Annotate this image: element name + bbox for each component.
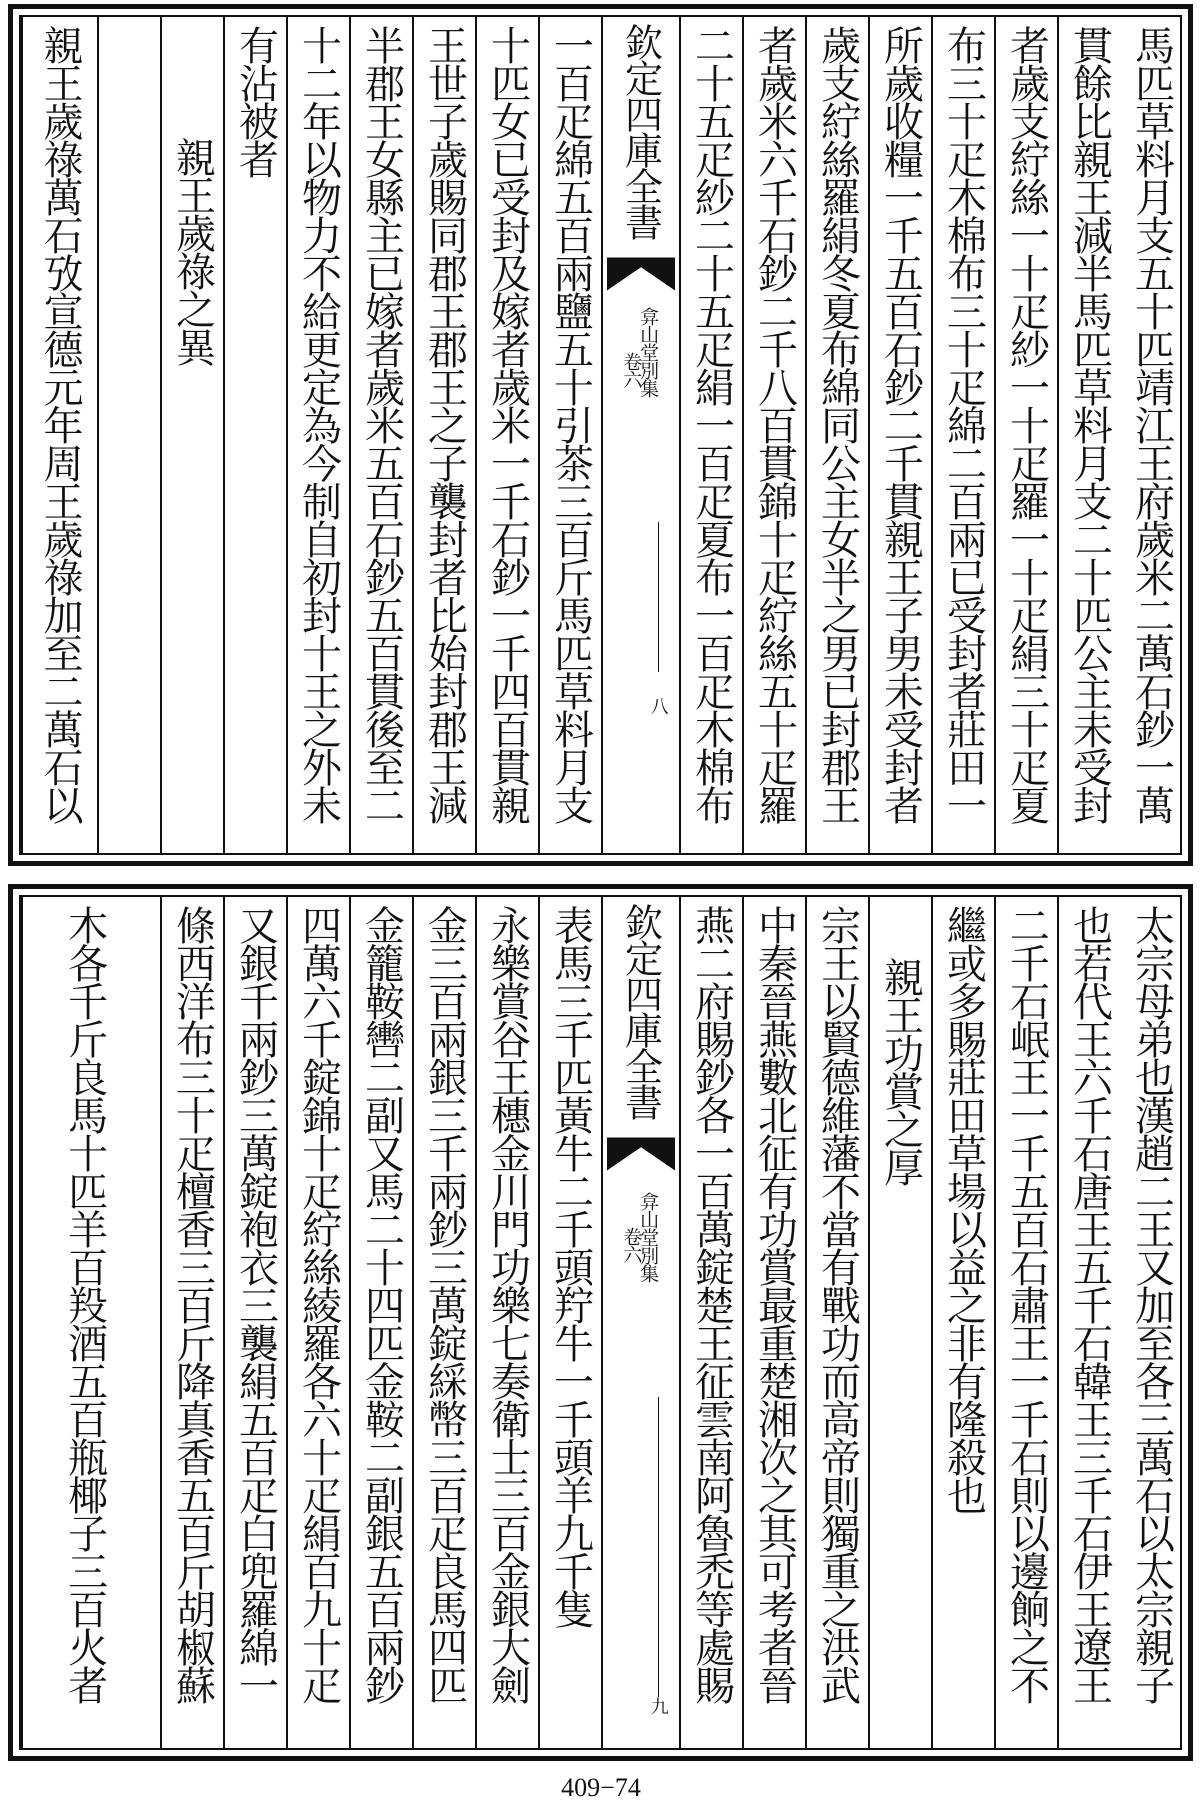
fishtail-mark-icon (607, 257, 675, 291)
text-column-15 (160, 897, 223, 1748)
text-column-10 (475, 17, 538, 853)
column-text: 王世子歲賜同郡王郡王之子襲封者比始封郡王減 (421, 25, 468, 823)
page-number-footer: 409−74 (561, 1773, 641, 1802)
column-text: 二十五疋紗二十五疋絹一百疋夏布一百疋木棉布 (688, 25, 735, 823)
column-text: 表馬三千匹黃牛二千頭羜牛一千頭羊九千隻 (547, 905, 594, 1627)
text-column-14 (223, 17, 286, 853)
text-column-13 (286, 17, 349, 853)
column-text: 木各千斤良馬十匹羊百羖酒五百瓶椰子三百火者 (61, 905, 108, 1703)
text-column-7 (742, 17, 805, 853)
text-column-13 (286, 897, 349, 1748)
text-column-6 (805, 17, 868, 853)
text-column-16 (21, 17, 97, 853)
column-text: 馬匹草料月支五十匹靖江王府歲米二萬石鈔一萬 (1128, 25, 1175, 823)
column-text: 又銀千兩鈔三萬錠袍衣三襲絹五百疋白兜羅綿一 (232, 905, 279, 1703)
text-column-1 (1120, 17, 1183, 853)
leaf-number: 九 (647, 1697, 669, 1715)
column-text: 親王歲祿萬石攷宣德元年周王歲祿加至二萬石以 (37, 25, 83, 823)
text-column-1 (1120, 897, 1183, 1748)
text-column-2 (1057, 897, 1120, 1748)
volume-label: 卷六 (620, 1227, 643, 1263)
column-text: 十匹女已受封及嫁者歲米一千石鈔一千四百貫親 (484, 25, 531, 823)
column-text: 永樂賞谷王橞金川門功樂七奏衛士三百金銀大劍 (484, 905, 531, 1703)
section-heading-column (868, 897, 931, 1748)
empty-column (97, 17, 160, 853)
bottom-page-frame (19, 895, 1182, 1750)
section-heading: 親王歲祿之異 (169, 137, 216, 365)
text-column-9 (538, 897, 601, 1748)
section-heading-column (160, 17, 223, 853)
fishtail-mark-icon (607, 1137, 675, 1171)
text-column-8 (679, 17, 742, 853)
column-text: 二千石岷王一千五百石肅王一千石則以邊餉之不 (1003, 905, 1050, 1703)
column-text: 十二年以物力不給更定為今制自初封十王之外未 (295, 25, 342, 823)
text-column-3 (994, 17, 1057, 853)
text-column-3 (994, 897, 1057, 1748)
top-page-frame (19, 15, 1182, 855)
column-text: 所歲收糧一千五百石鈔二千貫親王子男未受封者 (877, 25, 924, 823)
book-title: 弇山堂別集 (637, 1192, 660, 1282)
section-heading: 親王功賞之厚 (877, 957, 924, 1185)
column-text: 宗王以賢德維藩不當有戰功而高帝則獨重之洪武 (814, 905, 861, 1703)
text-column-5 (868, 17, 931, 853)
column-text: 條西洋布三十疋檀香三百斤降真香五百斤胡椒蘇 (169, 905, 216, 1703)
column-text: 者歲支紵絲一十疋紗一十疋羅一十疋絹三十疋夏 (1003, 25, 1050, 823)
book-title: 弇山堂別集 (637, 307, 660, 397)
column-text: 金三百兩銀三千兩鈔三萬錠綵幣三百疋良馬四匹 (421, 905, 468, 1703)
book-series-title: 欽定四庫全書 (618, 23, 663, 239)
column-text: 金籠鞍轡二副又馬二十四匹金鞍二副銀五百兩鈔 (358, 905, 405, 1703)
book-series-title: 欽定四庫全書 (618, 903, 663, 1119)
text-column-14 (223, 897, 286, 1748)
text-column-9 (538, 17, 601, 853)
column-text: 布三十疋木棉布三十疋綿二百兩已受封者莊田一 (940, 25, 987, 823)
volume-label: 卷六 (620, 352, 643, 388)
leaf-number: 八 (647, 697, 669, 715)
column-text: 貫餘比親王減半馬匹草料月支二十匹公主未受封 (1066, 25, 1113, 823)
text-column-4 (931, 897, 994, 1748)
text-column-2 (1057, 17, 1120, 853)
text-column-11 (412, 17, 475, 853)
text-column-12 (349, 897, 412, 1748)
text-column-16 (21, 897, 160, 1748)
column-text: 一百疋綿五百兩鹽五十引茶三百斤馬匹草料月支 (547, 25, 594, 823)
column-text: 有沾被者 (232, 25, 279, 177)
column-text: 繼或多賜莊田草場以益之非有隆殺也 (940, 905, 987, 1513)
text-column-10 (475, 897, 538, 1748)
top-page-panel (8, 4, 1193, 866)
bottom-page-panel (8, 884, 1193, 1761)
text-column-12 (349, 17, 412, 853)
text-column-8 (679, 897, 742, 1748)
column-text: 太宗母弟也漢趙二王又加至各三萬石以太宗親子 (1128, 905, 1175, 1703)
column-text: 歲支紵絲羅絹冬夏布綿同公主女半之男已封郡王 (814, 25, 861, 823)
center-fold-strip (601, 17, 679, 853)
column-text: 者歲米六千石鈔二千八百貫錦十疋紵絲五十疋羅 (751, 25, 798, 823)
column-text: 四萬六千錠錦十疋紵絲綾羅各六十疋絹百九十疋 (295, 905, 342, 1703)
text-column-7 (742, 897, 805, 1748)
column-text: 燕二府賜鈔各一百萬錠楚王征雲南阿魯禿等處賜 (688, 905, 735, 1703)
text-column-6 (805, 897, 868, 1748)
column-text: 半郡王女縣主已嫁者歲米五百石鈔五百貫後至二 (358, 25, 405, 823)
page-rule (658, 1397, 659, 1697)
text-column-4 (931, 17, 994, 853)
column-text: 也若代王六千石唐王五千石韓王三千石伊王遼王 (1066, 905, 1113, 1703)
page-rule (658, 522, 659, 672)
center-fold-strip (601, 897, 679, 1748)
text-column-11 (412, 897, 475, 1748)
column-text: 中秦晉燕數北征有功賞最重楚湘次之其可考者晉 (751, 905, 798, 1703)
